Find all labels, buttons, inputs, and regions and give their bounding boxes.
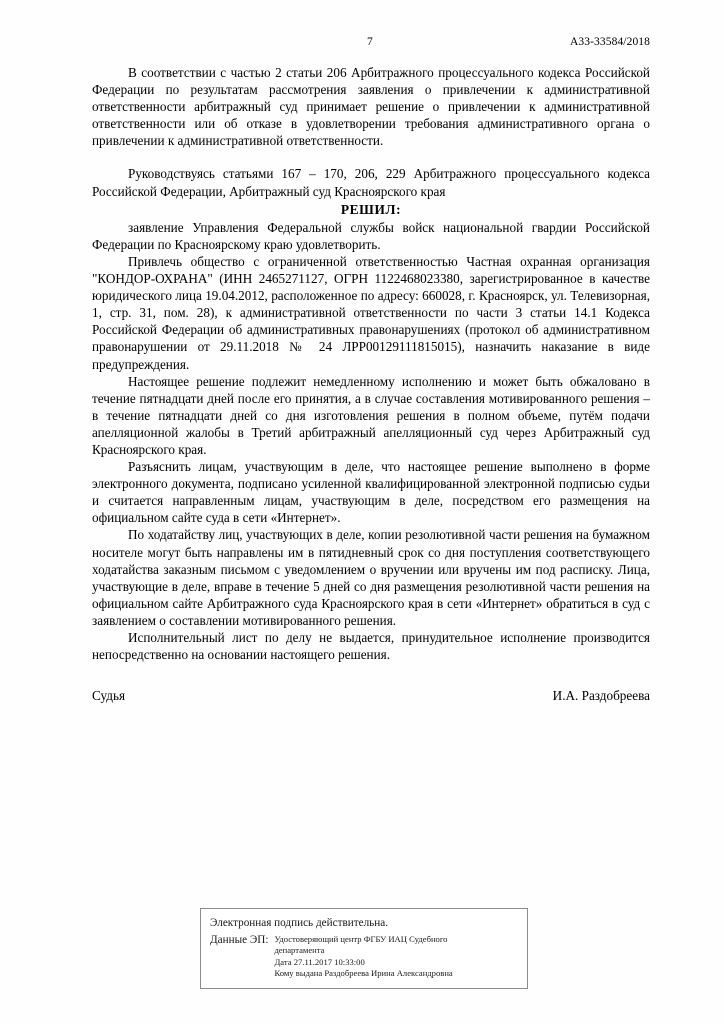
paragraph-company-liability: Привлечь общество с ограниченной ответственностью Частная охранная организация "КОНДОР-ОХРАНА" (ИНН 2465271127, ОГРН 1122468023380, зарегистрированное в качестве юридического лица 19.04.2012, расположенное по адресу: 660028, г. Красноярск, ул. Телевизорная, 1, стр. 31, пом. 28), к административной ответственности по части 3 статьи 14.1 Кодекса Российской Федерации об административных правонарушениях (протокол об административном правонарушении от 29.11.2018 № 24 ЛРР00129111815015), назначить наказание в виде предупреждения.: [92, 253, 650, 372]
page-header: [90, 36, 650, 54]
esign-data-label: Данные ЭП:: [210, 934, 269, 946]
signature-row: [92, 688, 650, 704]
decision-heading: РЕШИЛ:: [340, 201, 402, 217]
paragraph-appeal-terms: Настоящее решение подлежит немедленному исполнению и может быть обжаловано в течение пятнадцати дней после его принятия, а в случае составления мотивированного решения – в течение пятнадцати дней со дня изготовления решения в полном объеме, путём подачи апелляционной жалобы в Третий арбитражный апелляционный суд через Арбитражный суд Красноярского края.: [92, 373, 650, 457]
paragraph-paper-copies: По ходатайству лиц, участвующих в деле, копии резолютивной части решения на бумажном носителе могут быть направлены им в пятидневный срок со дня поступления соответствующего ходатайства заказным письмом с уведомлением о вручении или вручены им под расписку. Лица, участвующие в деле, вправе в течение 5 дней со дня размещения резолютивной части решения на официальном сайте Арбитражного суда Красноярского края в сети «Интернет» обратиться в суд с заявлением о составлении мотивированного решения.: [92, 527, 650, 628]
esign-authority-line-1: Удостоверяющий центр ФГБУ ИАЦ Судебного: [274, 934, 448, 944]
page-number: 7: [367, 36, 373, 48]
judge-title: Судья: [92, 688, 126, 703]
paragraph-legal-basis: В соответствии с частью 2 статьи 206 Арбитражного процессуального кодекса Российской Федерации по результатам рассмотрения заявления о привлечении к административной ответственности арбитражный суд принимает решение о привлечении к административной ответственности или об отказе в удовлетворении требования административного органа о привлечении к административной ответственности.: [92, 65, 650, 149]
document-body: [92, 64, 650, 663]
paragraph-application-granted: заявление Управления Федеральной службы войск национальной гвардии Российской Федерации по Красноярскому краю удовлетворить.: [92, 219, 650, 252]
case-number: А33-33584/2018: [570, 36, 650, 48]
judge-name: И.А. Раздобреева: [552, 688, 650, 703]
paragraph-guided-by-articles: Руководствуясь статьями 167 – 170, 206, 229 Арбитражного процессуального кодекса Российской Федерации, Арбитражный суд Красноярского края: [92, 166, 650, 199]
electronic-signature-stamp: [200, 908, 528, 989]
esign-issued-to-line: Кому выдана Раздобреева Ирина Александровна: [274, 968, 453, 979]
paragraph-writ-of-execution: Исполнительный лист по делу не выдается, принудительное исполнение производится непосредственно на основании настоящего решения.: [92, 630, 650, 663]
esign-validity-text: Электронная подпись действительна.: [210, 917, 389, 929]
esign-date-line: Дата 27.11.2017 10:33:00: [274, 956, 365, 967]
paragraph-electronic-document: Разъяснить лицам, участвующим в деле, что настоящее решение выполнено в форме электронного документа, подписано усиленной квалифицированной электронной подписью судьи и считается направленным лицам, участвующим в деле, посредством его размещения на официальном сайте суда в сети «Интернет».: [92, 459, 650, 526]
esign-authority-line-2: департамента: [274, 945, 325, 956]
esign-detail-lines: [274, 934, 452, 980]
esign-details: [210, 934, 518, 980]
